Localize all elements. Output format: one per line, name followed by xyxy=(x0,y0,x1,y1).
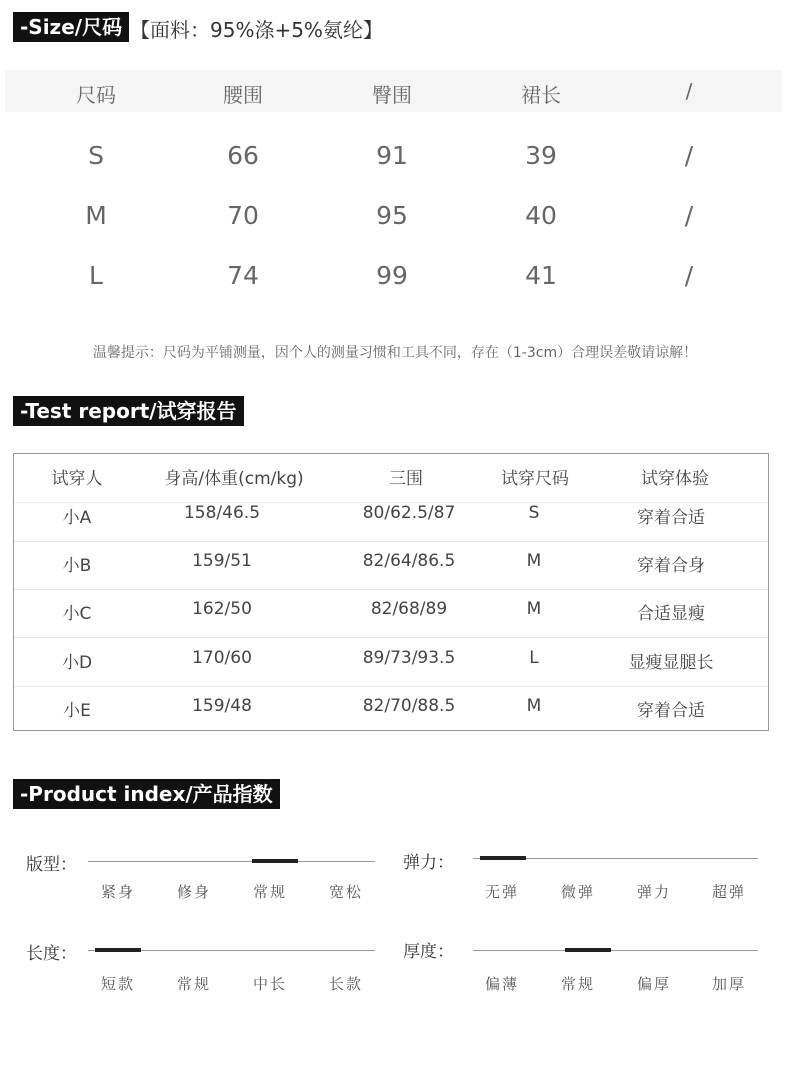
test-cell: 158/46.5 xyxy=(183,503,261,523)
size-cell: / xyxy=(684,201,694,230)
test-cell: 159/48 xyxy=(192,696,252,716)
test-header-cell: 试穿人 xyxy=(51,469,103,489)
test-cell: 穿着合适 xyxy=(637,508,705,528)
test-cell: 89/73/93.5 xyxy=(362,648,456,668)
thickness-label: 厚度： xyxy=(403,942,454,962)
test-cell: 合适显瘦 xyxy=(637,604,705,624)
fit-option: 修身 xyxy=(176,883,212,901)
test-cell: 小D xyxy=(61,653,93,673)
size-cell: 70 xyxy=(227,201,259,230)
test-header-cell: 三围 xyxy=(389,469,423,489)
size-cell: / xyxy=(684,261,694,290)
size-cell: 74 xyxy=(227,261,259,290)
fit-selected-marker xyxy=(252,859,298,863)
test-header-cell: 身高/体重(cm/kg) xyxy=(164,469,304,489)
test-table-row xyxy=(14,541,768,590)
test-table-row xyxy=(14,493,768,542)
size-section-tag: -Size/尺码 xyxy=(13,12,129,42)
fit-label: 版型： xyxy=(26,855,77,875)
thickness-option: 常规 xyxy=(560,975,596,993)
test-cell: 小B xyxy=(62,556,92,576)
test-cell: M xyxy=(526,599,542,619)
size-cell: M xyxy=(85,201,107,230)
test-table-row xyxy=(14,638,768,687)
length-label: 长度： xyxy=(26,944,77,964)
thickness-option: 偏厚 xyxy=(636,975,672,993)
thickness-selected-marker xyxy=(565,948,611,952)
size-cell: L xyxy=(89,261,103,290)
elasticity-option: 超弹 xyxy=(711,883,747,901)
test-cell: 170/60 xyxy=(192,648,252,668)
elasticity-option: 微弹 xyxy=(560,883,596,901)
size-cell: S xyxy=(88,141,104,170)
test-cell: S xyxy=(528,503,540,523)
size-header-cell: 尺码 xyxy=(76,83,116,107)
fit-option: 紧身 xyxy=(100,883,136,901)
test-cell: M xyxy=(526,551,542,571)
size-row xyxy=(5,141,782,181)
length-option: 短款 xyxy=(100,975,136,993)
test-cell: L xyxy=(529,648,539,668)
test-cell: 小E xyxy=(63,701,91,721)
test-table-row xyxy=(14,686,768,734)
size-cell: 39 xyxy=(525,141,557,170)
test-cell: 162/50 xyxy=(192,599,252,619)
test-cell: 穿着合身 xyxy=(637,556,705,576)
thickness-option: 加厚 xyxy=(711,975,747,993)
product-index-tag: -Product index/产品指数 xyxy=(13,779,280,809)
size-header-cell: / xyxy=(685,79,693,103)
size-header-cell: 腰围 xyxy=(223,83,263,107)
size-cell: 99 xyxy=(376,261,408,290)
measurement-note: 温馨提示：尺码为平铺测量，因个人的测量习惯和工具不同，存在（1-3cm）合理误差敬请谅解！ xyxy=(92,345,698,361)
test-cell: 80/62.5/87 xyxy=(362,503,456,523)
size-row xyxy=(5,261,782,301)
thickness-scale-line xyxy=(473,950,758,951)
length-option: 中长 xyxy=(252,975,288,993)
size-cell: / xyxy=(684,141,694,170)
elasticity-selected-marker xyxy=(480,856,526,860)
size-cell: 91 xyxy=(376,141,408,170)
test-header-cell: 试穿尺码 xyxy=(501,469,569,489)
test-cell: 82/68/89 xyxy=(370,599,448,619)
thickness-option: 偏薄 xyxy=(484,975,520,993)
elasticity-option: 无弹 xyxy=(484,883,520,901)
size-table-header xyxy=(5,70,782,112)
size-cell: 40 xyxy=(525,201,557,230)
test-header-cell: 试穿体验 xyxy=(641,469,709,489)
size-cell: 66 xyxy=(227,141,259,170)
test-cell: 小A xyxy=(62,508,92,528)
test-cell: 159/51 xyxy=(192,551,252,571)
size-row xyxy=(5,201,782,241)
test-report-tag: -Test report/试穿报告 xyxy=(13,396,244,426)
fabric-info: 【面料：95%涤+5%氨纶】 xyxy=(130,18,383,42)
elasticity-option: 弹力 xyxy=(636,883,672,901)
fit-option: 常规 xyxy=(252,883,288,901)
length-selected-marker xyxy=(95,948,141,952)
elasticity-label: 弹力： xyxy=(403,853,454,873)
size-header-cell: 臀围 xyxy=(372,83,412,107)
test-report-table xyxy=(13,453,769,731)
test-cell: 小C xyxy=(62,604,92,624)
length-option: 常规 xyxy=(176,975,212,993)
size-cell: 41 xyxy=(525,261,557,290)
fit-option: 宽松 xyxy=(328,883,364,901)
size-header-cell: 裙长 xyxy=(521,83,561,107)
test-cell: 显瘦显腿长 xyxy=(628,653,714,673)
test-table-row xyxy=(14,589,768,638)
test-cell: 穿着合适 xyxy=(637,701,705,721)
fit-scale-line xyxy=(88,861,375,862)
test-cell: 82/64/86.5 xyxy=(362,551,456,571)
test-cell: M xyxy=(526,696,542,716)
length-option: 长款 xyxy=(328,975,364,993)
size-cell: 95 xyxy=(376,201,408,230)
test-cell: 82/70/88.5 xyxy=(362,696,456,716)
